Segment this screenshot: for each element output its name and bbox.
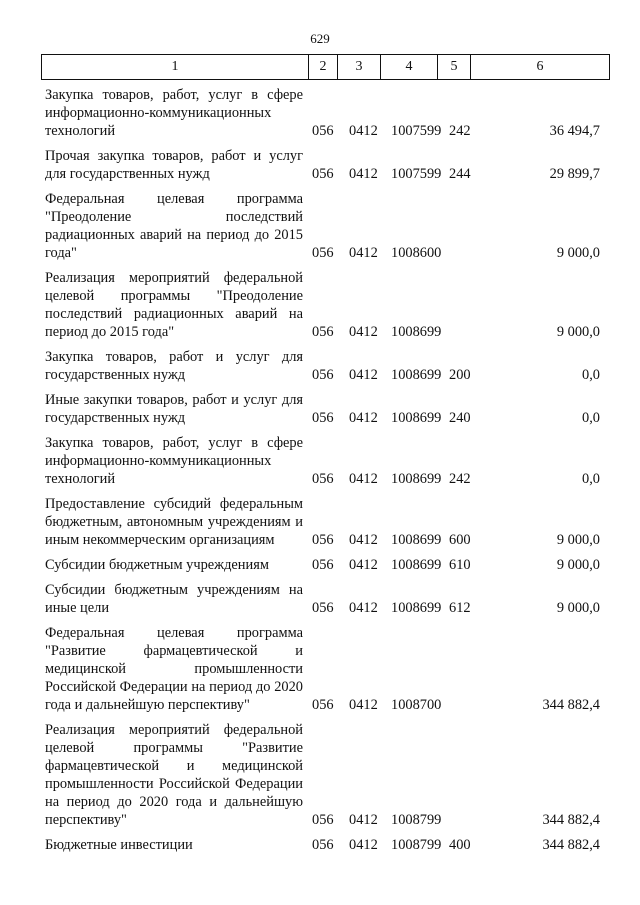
table-row — [45, 836, 605, 854]
row-codes — [45, 244, 605, 262]
amount: 9 000,0 — [556, 600, 600, 616]
target-article-code: 1008600 — [391, 245, 442, 261]
row-codes — [45, 531, 605, 549]
ministry-code: 056 — [312, 245, 334, 261]
row-codes — [45, 696, 605, 714]
target-article-code: 1008799 — [391, 812, 442, 828]
row-codes — [45, 409, 605, 427]
row-name: Предоставление субсидий федеральным бюджетным, автономным учреждениям и иным некоммерческим организациям — [45, 496, 303, 548]
expense-type-code: 400 — [449, 837, 471, 853]
table-row — [45, 190, 605, 262]
row-name: Федеральная целевая программа "Преодоление последствий радиационных аварий на период до 2015 года" — [45, 191, 303, 261]
table-row — [45, 269, 605, 341]
amount: 9 000,0 — [556, 245, 600, 261]
table-row — [45, 147, 605, 183]
section-code: 0412 — [349, 697, 378, 713]
section-code: 0412 — [349, 532, 378, 548]
page-number: 629 — [310, 31, 330, 46]
ministry-code: 056 — [312, 532, 334, 548]
table-row — [45, 348, 605, 384]
section-code: 0412 — [349, 324, 378, 340]
target-article-code: 1008699 — [391, 532, 442, 548]
amount: 29 899,7 — [549, 166, 600, 182]
target-article-code: 1008699 — [391, 471, 442, 487]
row-name: Реализация мероприятий федеральной целевой программы "Развитие фармацевтической и медицинской промышленности Российской Федерации на период до 2020 года и дальнейшую перспективу" — [45, 722, 303, 828]
row-name: Закупка товаров, работ, услуг в сфере информационно-коммуникационных технологий — [45, 435, 303, 487]
target-article-code: 1008699 — [391, 410, 442, 426]
ministry-code: 056 — [312, 123, 334, 139]
row-codes — [45, 165, 605, 183]
amount: 344 882,4 — [542, 812, 600, 828]
target-article-code: 1008699 — [391, 367, 442, 383]
row-codes — [45, 836, 605, 854]
expense-type-code: 240 — [449, 410, 471, 426]
amount: 9 000,0 — [556, 557, 600, 573]
column-header-2: 2 — [309, 55, 338, 80]
expense-type-code: 612 — [449, 600, 471, 616]
expense-type-code: 200 — [449, 367, 471, 383]
section-code: 0412 — [349, 245, 378, 261]
section-code: 0412 — [349, 410, 378, 426]
budget-rows — [45, 86, 605, 861]
target-article-code: 1008799 — [391, 837, 442, 853]
row-codes — [45, 470, 605, 488]
row-name: Иные закупки товаров, работ и услуг для государственных нужд — [45, 392, 303, 426]
table-row — [45, 721, 605, 829]
amount: 0,0 — [582, 410, 600, 426]
column-header-5: 5 — [438, 55, 471, 80]
ministry-code: 056 — [312, 367, 334, 383]
ministry-code: 056 — [312, 557, 334, 573]
row-name: Бюджетные инвестиции — [45, 837, 193, 853]
row-name: Реализация мероприятий федеральной целевой программы "Преодоление последствий радиационных аварий на период до 2015 года" — [45, 270, 303, 340]
table-row — [45, 391, 605, 427]
target-article-code: 1008700 — [391, 697, 442, 713]
row-name: Закупка товаров, работ и услуг для государственных нужд — [45, 349, 303, 383]
row-codes — [45, 122, 605, 140]
ministry-code: 056 — [312, 471, 334, 487]
amount: 0,0 — [582, 367, 600, 383]
section-code: 0412 — [349, 166, 378, 182]
row-codes — [45, 366, 605, 384]
amount: 36 494,7 — [549, 123, 600, 139]
section-code: 0412 — [349, 812, 378, 828]
amount: 344 882,4 — [542, 697, 600, 713]
section-code: 0412 — [349, 123, 378, 139]
expense-type-code: 242 — [449, 471, 471, 487]
expense-type-code: 244 — [449, 166, 471, 182]
column-header-3: 3 — [338, 55, 381, 80]
section-code: 0412 — [349, 557, 378, 573]
target-article-code: 1008699 — [391, 600, 442, 616]
expense-type-code: 600 — [449, 532, 471, 548]
ministry-code: 056 — [312, 600, 334, 616]
column-header-1: 1 — [42, 55, 309, 80]
table-row — [45, 86, 605, 140]
amount: 9 000,0 — [556, 324, 600, 340]
expense-type-code: 242 — [449, 123, 471, 139]
section-code: 0412 — [349, 367, 378, 383]
table-row — [45, 624, 605, 714]
ministry-code: 056 — [312, 697, 334, 713]
ministry-code: 056 — [312, 837, 334, 853]
table-row — [45, 434, 605, 488]
row-codes — [45, 323, 605, 341]
target-article-code: 1007599 — [391, 166, 442, 182]
target-article-code: 1008699 — [391, 557, 442, 573]
row-name: Субсидии бюджетным учреждениям — [45, 557, 269, 573]
target-article-code: 1008699 — [391, 324, 442, 340]
row-name: Закупка товаров, работ, услуг в сфере информационно-коммуникационных технологий — [45, 87, 303, 139]
row-name: Федеральная целевая программа "Развитие фармацевтической и медицинской промышленности Российской Федерации на период до 2020 года и дальнейшую перспективу" — [45, 625, 303, 713]
ministry-code: 056 — [312, 324, 334, 340]
expense-type-code: 610 — [449, 557, 471, 573]
table-row — [45, 581, 605, 617]
section-code: 0412 — [349, 471, 378, 487]
column-header-table — [41, 54, 610, 80]
row-codes — [45, 556, 605, 574]
row-codes — [45, 599, 605, 617]
section-code: 0412 — [349, 600, 378, 616]
ministry-code: 056 — [312, 410, 334, 426]
column-header-4: 4 — [381, 55, 438, 80]
section-code: 0412 — [349, 837, 378, 853]
amount: 9 000,0 — [556, 532, 600, 548]
amount: 344 882,4 — [542, 837, 600, 853]
column-header-row — [42, 55, 610, 80]
table-row — [45, 495, 605, 549]
amount: 0,0 — [582, 471, 600, 487]
ministry-code: 056 — [312, 166, 334, 182]
row-codes — [45, 811, 605, 829]
column-header-6: 6 — [471, 55, 610, 80]
row-name: Прочая закупка товаров, работ и услуг для государственных нужд — [45, 148, 303, 182]
target-article-code: 1007599 — [391, 123, 442, 139]
row-name: Субсидии бюджетным учреждениям на иные цели — [45, 582, 303, 616]
ministry-code: 056 — [312, 812, 334, 828]
table-row — [45, 556, 605, 574]
